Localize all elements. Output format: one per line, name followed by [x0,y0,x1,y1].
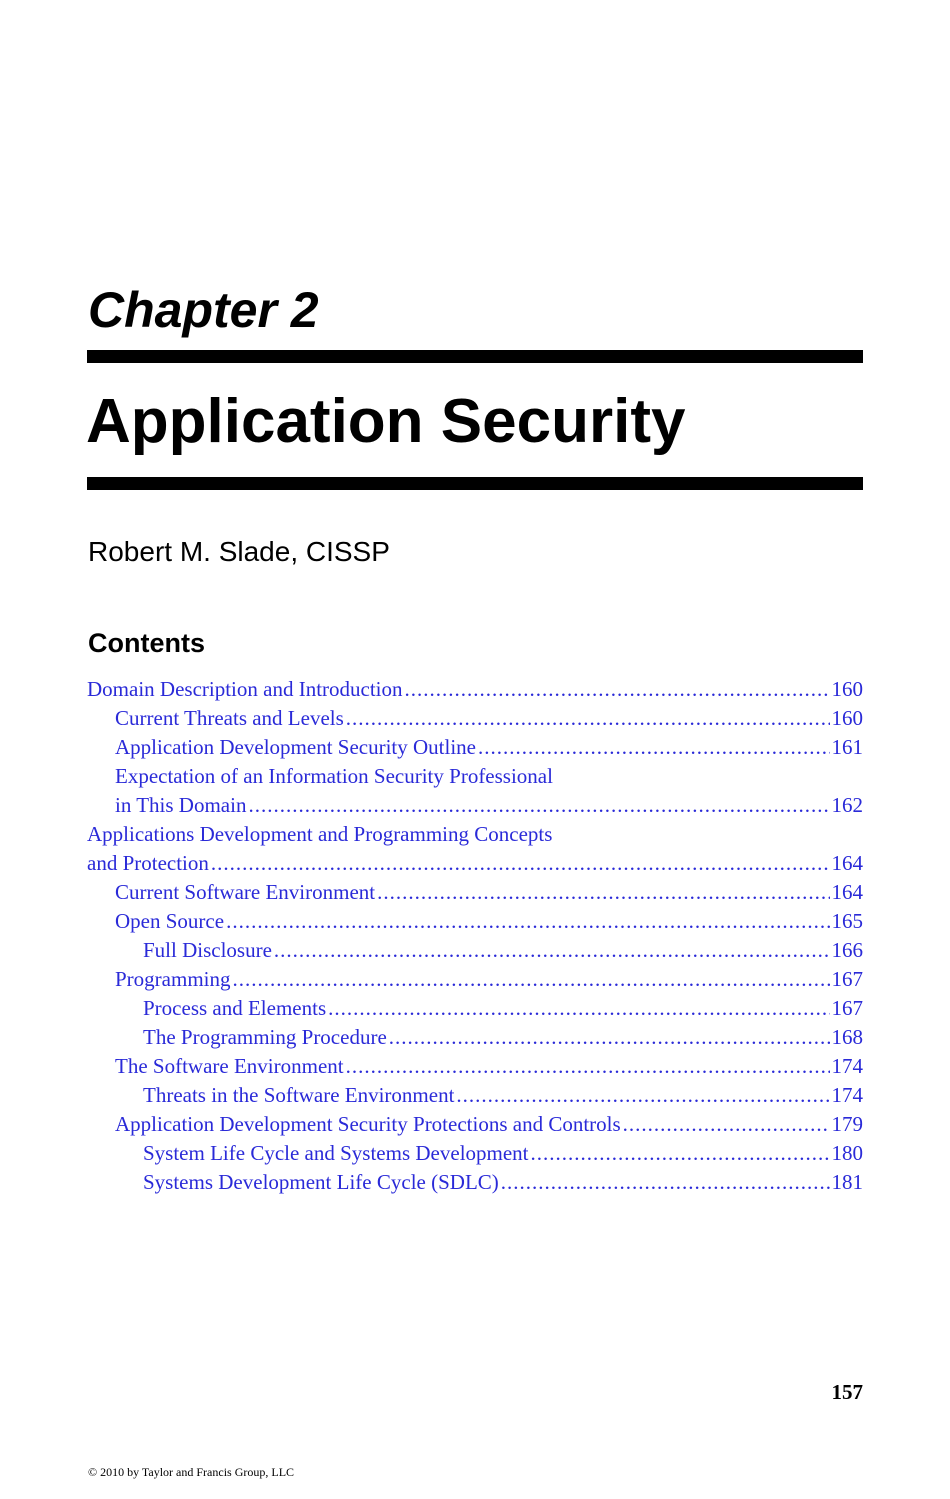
toc-entry[interactable] [87,820,863,878]
toc-entry[interactable] [87,1052,863,1081]
toc-entry-page: 166 [831,938,863,962]
chapter-title: Application Security [86,387,686,456]
toc-entry[interactable] [87,1023,863,1052]
dot-leader [623,1110,830,1139]
toc-entry-title: The Software Environment [115,1054,344,1078]
toc-entry-title: Application Development Security Outline [115,735,476,759]
toc-entry-title: Domain Description and Introduction [87,677,403,701]
toc-entry-title: Current Threats and Levels [115,706,344,730]
toc-entry-page: 162 [831,793,863,817]
toc-entry-page: 160 [831,706,863,730]
toc-entry-title: and Protection [87,851,209,875]
toc-entry-page: 174 [831,1054,863,1078]
toc-entry-title: Application Development Security Protections and Controls [115,1112,621,1136]
toc-entry[interactable] [87,733,863,762]
toc-entry[interactable] [87,762,863,820]
toc-entry-page: 174 [831,1083,863,1107]
toc-entry-title: Full Disclosure [143,938,272,962]
toc-entry[interactable] [87,1139,863,1168]
toc-entry-title: The Programming Procedure [143,1025,387,1049]
top-rule [87,350,863,363]
dot-leader [233,965,830,994]
toc-entry-page: 179 [831,1112,863,1136]
toc-entry-title: Programming [115,967,231,991]
contents-heading: Contents [88,628,205,658]
toc-entry-page: 164 [831,851,863,875]
dot-leader [226,907,829,936]
author-name: Robert M. Slade, CISSP [88,536,390,567]
toc-entry-page: 165 [831,909,863,933]
toc-entry-page: 168 [831,1025,863,1049]
toc-entry[interactable] [87,1110,863,1139]
toc-entry[interactable] [87,936,863,965]
dot-leader [531,1139,830,1168]
toc-entry-title: Process and Elements [143,996,327,1020]
dot-leader [478,733,830,762]
toc-entry-title-line1: Applications Development and Programming Concepts [87,822,553,846]
dot-leader [405,675,830,704]
toc-entry[interactable] [87,704,863,733]
dot-leader [501,1168,830,1197]
dot-leader [456,1081,829,1110]
toc-entry[interactable] [87,965,863,994]
toc-entry-title: in This Domain [115,793,247,817]
toc-entry[interactable] [87,1081,863,1110]
toc-entry[interactable] [87,1168,863,1197]
dot-leader [377,878,829,907]
bottom-rule [87,477,863,490]
toc-entry-title: Open Source [115,909,225,933]
toc-entry[interactable] [87,878,863,907]
dot-leader [346,1052,830,1081]
dot-leader [389,1023,830,1052]
dot-leader [248,791,829,820]
dot-leader [346,704,830,733]
toc-entry-page: 167 [831,996,863,1020]
toc-entry-page: 167 [831,967,863,991]
toc-entry-title-line1: Expectation of an Information Security Professional [115,764,553,788]
toc-entry-title: System Life Cycle and Systems Development [143,1141,529,1165]
toc-entry-page: 181 [831,1170,863,1194]
dot-leader [274,936,830,965]
toc-entry-page: 164 [831,880,863,904]
toc-entry-page: 180 [831,1141,863,1165]
dot-leader [211,849,830,878]
copyright-notice: © 2010 by Taylor and Francis Group, LLC [88,1465,295,1479]
table-of-contents [87,675,863,1197]
dot-leader [328,994,829,1023]
chapter-label: Chapter 2 [88,282,319,338]
toc-entry-title: Systems Development Life Cycle (SDLC) [143,1170,499,1194]
toc-entry-page: 160 [831,677,863,701]
page-number: 157 [831,1380,863,1404]
toc-entry[interactable] [87,907,863,936]
toc-entry-title: Current Software Environment [115,880,376,904]
toc-entry-page: 161 [831,735,863,759]
toc-entry[interactable] [87,675,863,704]
toc-entry[interactable] [87,994,863,1023]
toc-entry-title: Threats in the Software Environment [143,1083,455,1107]
